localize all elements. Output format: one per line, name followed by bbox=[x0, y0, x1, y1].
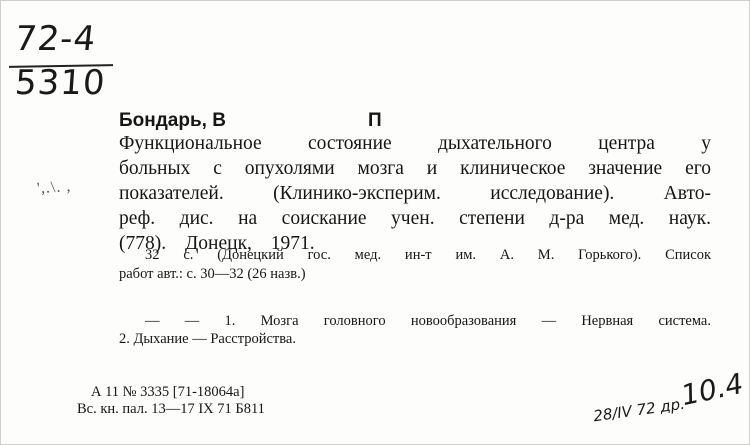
details-line-1: 32 с. (Донецкий гос. мед. ин-т им. А. М. Горького). Список bbox=[145, 247, 711, 263]
title-line-2: больных с опухолями мозга и клиническое значение его bbox=[119, 158, 711, 179]
shelf-mark-bottom: 5310 bbox=[13, 63, 107, 103]
title-line-1: Функциональное состояние дыхательного центра у bbox=[119, 133, 711, 154]
title-line-3: показателей. (Клинико-эксперим. исследование). Авто- bbox=[119, 183, 711, 204]
letter-mark: П bbox=[368, 110, 382, 131]
footer-line-1: А 11 № 3335 [71-18064а] bbox=[91, 384, 245, 400]
footer-line-2: Вс. кн. пал. 13—17 IX 71 Б811 bbox=[77, 401, 265, 417]
title-line-4: реф. дис. на соискание учен. степени д-ра мед. наук. bbox=[119, 208, 711, 229]
handwritten-number: 10.4 bbox=[678, 366, 747, 413]
shelf-mark-top: 72-4 bbox=[12, 19, 99, 59]
margin-mark: ',.\. , bbox=[36, 177, 72, 198]
subjects-line-2: 2. Дыхание — Расстройства. bbox=[119, 331, 296, 347]
title-line-5: (778). Донецк, 1971. bbox=[119, 233, 315, 254]
details-line-2: работ авт.: с. 30—32 (26 назв.) bbox=[119, 266, 306, 282]
subjects-line-1: — — 1. Мозга головного новообразования — Нервная система. bbox=[145, 313, 711, 329]
handwritten-date: 28/IV 72 др. bbox=[592, 394, 686, 426]
author-heading: Бондарь, В bbox=[119, 110, 226, 131]
